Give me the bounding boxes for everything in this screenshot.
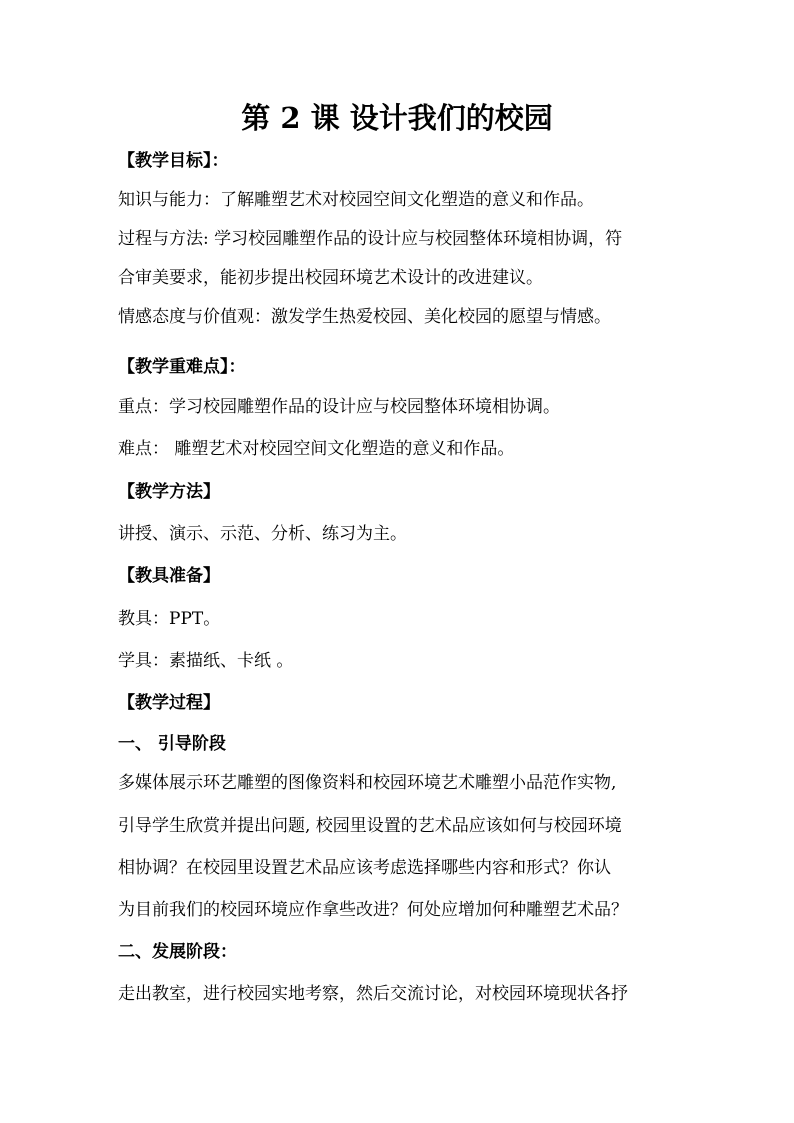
text-line-9: 【教学方法】 [118,482,220,502]
text-line-21: 走出教室，进行校园实地考察，然后交流讨论，对校园环境现状各抒 [118,984,628,1004]
text-line-12: 教具：PPT。 [118,609,221,629]
text-line-16: 多媒体展示环艺雕塑的图像资料和校园环境艺术雕塑小品范作实物, [118,773,617,793]
text-line-19: 为目前我们的校园环境应作拿些改进？何处应增加何种雕塑艺术品？ [118,900,628,920]
text-line-3: 过程与方法: 学习校园雕塑作品的设计应与校园整体环境相协调，符 [118,229,623,249]
text-line-7: 重点：学习校园雕塑作品的设计应与校园整体环境相协调。 [118,397,560,417]
text-line-15: 一、 引导阶段 [118,734,226,754]
text-line-18: 相协调？在校园里设置艺术品应该考虑选择哪些内容和形式？你认 [118,858,611,878]
text-line-14: 【教学过程】 [118,693,220,713]
text-line-10: 讲授、演示、示范、分析、练习为主。 [118,524,407,544]
text-line-11: 【教具准备】 [118,566,220,586]
text-line-1: 【教学目标】： [118,151,229,171]
text-line-20: 二、发展阶段： [118,942,237,962]
text-line-2: 知识与能力：了解雕塑艺术对校园空间文化塑造的意义和作品。 [118,190,594,210]
text-line-5: 情感态度与价值观：激发学生热爱校园、美化校园的愿望与情感。 [118,307,611,327]
text-line-4: 合审美要求，能初步提出校园环境艺术设计的改进建议。 [118,268,543,288]
text-line-17: 引导学生欣赏并提出问题, 校园里设置的艺术品应该如何与校园环境 [118,816,622,836]
text-line-6: 【教学重难点】： [118,357,246,377]
text-line-8: 难点： 雕塑艺术对校园空间文化塑造的意义和作品。 [118,439,515,459]
text-line-13: 学具：素描纸、卡纸 。 [118,651,294,671]
document-title: 第 2 课 设计我们的校园 [241,101,553,135]
